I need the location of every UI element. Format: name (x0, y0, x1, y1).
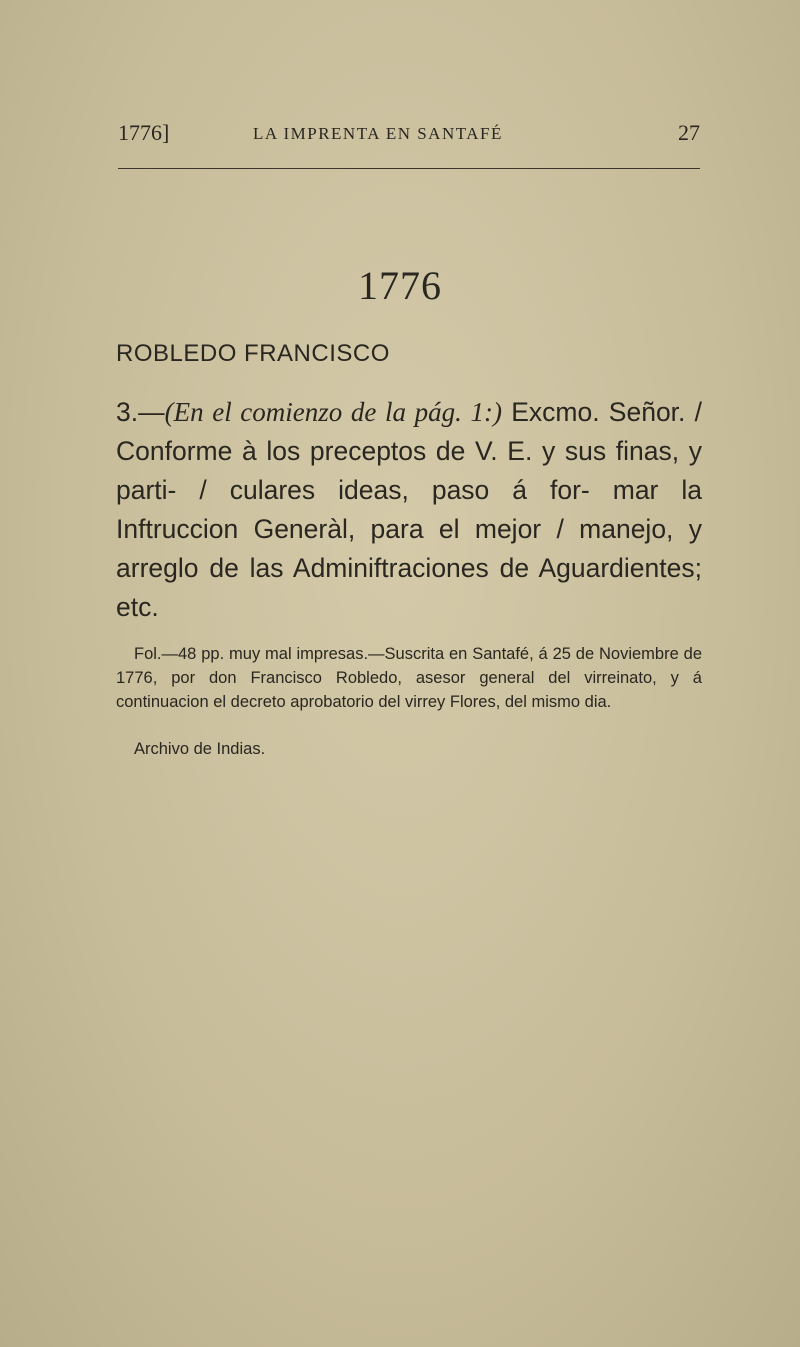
page-number: 27 (678, 120, 700, 145)
author-heading: ROBLEDO FRANCISCO (116, 340, 390, 367)
archive-source: Archivo de Indias. (134, 740, 266, 758)
section-year: 1776 (358, 263, 442, 308)
entry-body: Excmo. Señor. / Conforme à los preceptos de V. E. y sus finas, y parti- / culares ideas, paso á for- mar la Inftruccion Generàl, para el mejor / manejo, y arreglo de las Adminiftraciones de Aguardientes; etc. (116, 397, 702, 622)
running-header (118, 120, 700, 160)
bibliographic-note: Fol.—48 pp. muy mal impresas.—Suscrita en Santafé, á 25 de Noviembre de 1776, por don Francisco Robledo, asesor general del virreinato, y á continuacion el decreto aprobatorio del virrey Flores, del mismo dia. (116, 645, 702, 711)
header-rule (118, 168, 700, 169)
header-title: LA IMPRENTA EN SANTAFÉ (253, 124, 503, 143)
entry-number: 3.— (116, 397, 165, 427)
header-year: 1776] (118, 120, 170, 145)
entry-text (116, 393, 702, 627)
entry-italic: (En el comienzo de la pág. 1:) (164, 397, 502, 427)
